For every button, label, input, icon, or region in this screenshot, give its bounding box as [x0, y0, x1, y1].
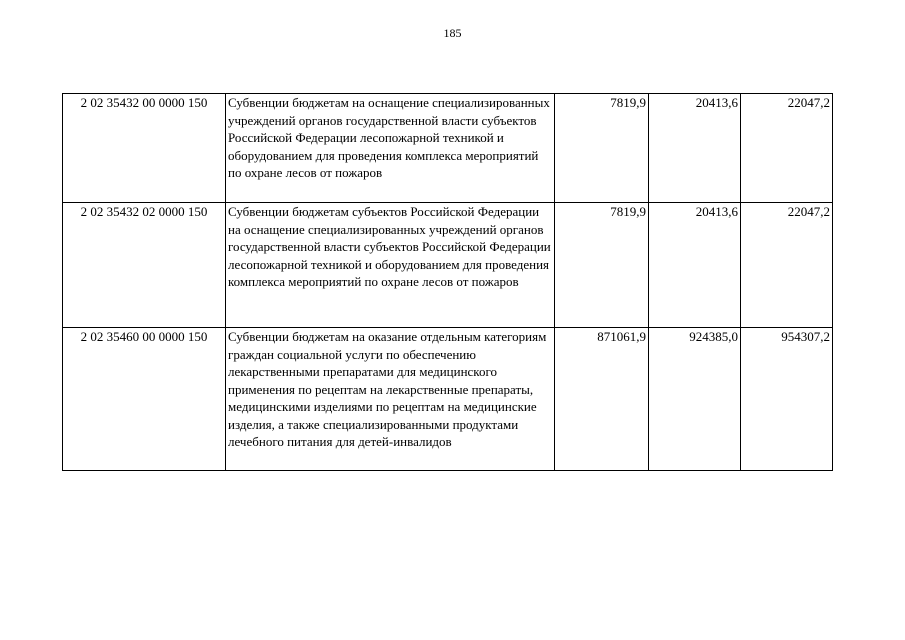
- value-cell-1: 7819,9: [555, 94, 649, 203]
- value-cell-2: 924385,0: [649, 328, 741, 471]
- table-row: [63, 203, 833, 328]
- value-cell-1: 871061,9: [555, 328, 649, 471]
- description-cell: Субвенции бюджетам на оказание отдельным категориям граждан социальной услуги по обеспечению лекарственными препаратами для медицинского применения по рецептам на лекарственные препараты, медицинскими изделиями по рецептам на медицинские изделия, а также специализированными продуктами лечебного питания для детей-инвалидов: [226, 328, 555, 471]
- page-number: 185: [443, 26, 462, 40]
- table-row: [63, 328, 833, 471]
- value-cell-2: 20413,6: [649, 203, 741, 328]
- value-cell-3: 954307,2: [741, 328, 833, 471]
- budget-code-cell: 2 02 35432 00 0000 150: [63, 94, 226, 203]
- value-cell-1: 7819,9: [555, 203, 649, 328]
- description-cell: Субвенции бюджетам на оснащение специализированных учреждений органов государственной власти субъектов Российской Федерации лесопожарной техникой и оборудованием для проведения комплекса мероприятий по охране лесов от пожаров: [226, 94, 555, 203]
- budget-code-cell: 2 02 35460 00 0000 150: [63, 328, 226, 471]
- description-cell: Субвенции бюджетам субъектов Российской Федерации на оснащение специализированных учреждений органов государственной власти субъектов Российской Федерации лесопожарной техникой и оборудованием для проведения комплекса мероприятий по охране лесов от пожаров: [226, 203, 555, 328]
- budget-table: [62, 93, 833, 471]
- value-cell-3: 22047,2: [741, 203, 833, 328]
- value-cell-3: 22047,2: [741, 94, 833, 203]
- table-row: [63, 94, 833, 203]
- budget-code-cell: 2 02 35432 02 0000 150: [63, 203, 226, 328]
- value-cell-2: 20413,6: [649, 94, 741, 203]
